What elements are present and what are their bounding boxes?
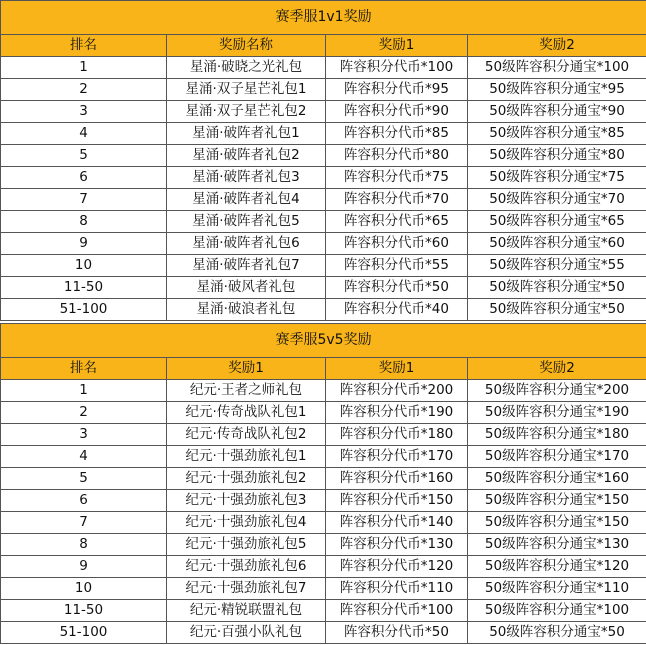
table-cell: 10 [1,578,167,600]
table-cell: 6 [1,490,167,512]
table-cell: 50级阵容积分通宝*50 [468,622,646,644]
column-header: 奖励2 [468,35,646,57]
table-cell: 7 [1,512,167,534]
table-cell: 10 [1,255,167,277]
table-cell: 纪元·王者之师礼包 [167,380,326,402]
table-cell: 纪元·传奇战队礼包2 [167,424,326,446]
table-cell: 阵容积分代币*60 [326,233,468,255]
table-row [1,101,646,123]
table-cell: 阵容积分代币*65 [326,211,468,233]
table-cell: 阵容积分代币*50 [326,622,468,644]
column-header: 排名 [1,35,167,57]
table-cell: 50级阵容积分通宝*150 [468,512,646,534]
table-cell: 11-50 [1,600,167,622]
table-row [1,380,646,402]
table-cell: 星涌·破晓之光礼包 [167,57,326,79]
table-cell: 阵容积分代币*50 [326,277,468,299]
table-cell: 50级阵容积分通宝*50 [468,277,646,299]
column-header: 排名 [1,358,167,380]
table-row [1,189,646,211]
table-cell: 星涌·破阵者礼包7 [167,255,326,277]
table-cell: 阵容积分代币*100 [326,57,468,79]
table-cell: 阵容积分代币*170 [326,446,468,468]
table-cell: 纪元·十强劲旅礼包3 [167,490,326,512]
table-row [1,424,646,446]
table-cell: 50级阵容积分通宝*70 [468,189,646,211]
table-cell: 阵容积分代币*70 [326,189,468,211]
table-cell: 50级阵容积分通宝*95 [468,79,646,101]
table-cell: 6 [1,167,167,189]
table-row [1,233,646,255]
table-row [1,145,646,167]
column-header: 奖励2 [468,358,646,380]
table-cell: 50级阵容积分通宝*90 [468,101,646,123]
table-cell: 阵容积分代币*150 [326,490,468,512]
table-cell: 50级阵容积分通宝*80 [468,145,646,167]
table-cell: 8 [1,211,167,233]
table-cell: 3 [1,424,167,446]
table-row [1,578,646,600]
column-header: 奖励1 [167,358,326,380]
table-cell: 纪元·传奇战队礼包1 [167,402,326,424]
table-cell: 7 [1,189,167,211]
table-row [1,299,646,321]
table-cell: 阵容积分代币*110 [326,578,468,600]
table-cell: 1 [1,57,167,79]
table-cell: 阵容积分代币*80 [326,145,468,167]
table-cell: 纪元·精锐联盟礼包 [167,600,326,622]
table-cell: 阵容积分代币*140 [326,512,468,534]
table-cell: 星涌·破阵者礼包1 [167,123,326,145]
table-cell: 星涌·破风者礼包 [167,277,326,299]
table-cell: 纪元·十强劲旅礼包1 [167,446,326,468]
column-header: 奖励1 [326,358,468,380]
table-cell: 阵容积分代币*90 [326,101,468,123]
table-cell: 5 [1,468,167,490]
table-cell: 11-50 [1,277,167,299]
table-cell: 星涌·破阵者礼包5 [167,211,326,233]
table-cell: 星涌·双子星芒礼包1 [167,79,326,101]
table-cell: 8 [1,534,167,556]
table-cell: 51-100 [1,299,167,321]
table-cell: 阵容积分代币*40 [326,299,468,321]
table-cell: 星涌·双子星芒礼包2 [167,101,326,123]
table-cell: 1 [1,380,167,402]
table-cell: 50级阵容积分通宝*50 [468,299,646,321]
table-cell: 50级阵容积分通宝*170 [468,446,646,468]
table-row [1,512,646,534]
table-cell: 50级阵容积分通宝*55 [468,255,646,277]
table-title-row [1,1,646,35]
table-cell: 阵容积分代币*180 [326,424,468,446]
season-1v1-reward-table [0,0,646,321]
table-cell: 50级阵容积分通宝*75 [468,167,646,189]
season-5v5-reward-table [0,323,646,644]
table-row [1,622,646,644]
table-cell: 纪元·十强劲旅礼包5 [167,534,326,556]
table-cell: 阵容积分代币*55 [326,255,468,277]
table-cell: 9 [1,233,167,255]
table-cell: 阵容积分代币*120 [326,556,468,578]
table-row [1,600,646,622]
table-cell: 50级阵容积分通宝*60 [468,233,646,255]
table-cell: 阵容积分代币*160 [326,468,468,490]
table-row [1,123,646,145]
table-cell: 2 [1,402,167,424]
table-cell: 阵容积分代币*200 [326,380,468,402]
table-row [1,211,646,233]
table-cell: 纪元·十强劲旅礼包7 [167,578,326,600]
table-row [1,255,646,277]
table-cell: 50级阵容积分通宝*160 [468,468,646,490]
table-cell: 50级阵容积分通宝*180 [468,424,646,446]
table-cell: 50级阵容积分通宝*150 [468,490,646,512]
table-row [1,468,646,490]
table-cell: 阵容积分代币*190 [326,402,468,424]
column-header: 奖励名称 [167,35,326,57]
table-row [1,490,646,512]
table-cell: 阵容积分代币*100 [326,600,468,622]
table-row [1,277,646,299]
table-cell: 5 [1,145,167,167]
table-cell: 50级阵容积分通宝*65 [468,211,646,233]
table-cell: 51-100 [1,622,167,644]
table-row [1,79,646,101]
table-row [1,167,646,189]
table-title: 赛季服5v5奖励 [1,324,646,358]
table-cell: 纪元·十强劲旅礼包6 [167,556,326,578]
table-cell: 阵容积分代币*85 [326,123,468,145]
table-cell: 星涌·破阵者礼包4 [167,189,326,211]
table-cell: 50级阵容积分通宝*120 [468,556,646,578]
table-row [1,57,646,79]
table-cell: 纪元·十强劲旅礼包2 [167,468,326,490]
table-cell: 50级阵容积分通宝*110 [468,578,646,600]
table-cell: 4 [1,123,167,145]
table-cell: 4 [1,446,167,468]
table-cell: 纪元·十强劲旅礼包4 [167,512,326,534]
column-header-row [1,358,646,380]
table-cell: 50级阵容积分通宝*100 [468,57,646,79]
table-cell: 纪元·百强小队礼包 [167,622,326,644]
column-header-row [1,35,646,57]
table-cell: 星涌·破阵者礼包3 [167,167,326,189]
table-cell: 50级阵容积分通宝*85 [468,123,646,145]
table-cell: 3 [1,101,167,123]
table-cell: 星涌·破阵者礼包2 [167,145,326,167]
table-row [1,402,646,424]
table-cell: 50级阵容积分通宝*190 [468,402,646,424]
table-cell: 星涌·破阵者礼包6 [167,233,326,255]
table-cell: 星涌·破浪者礼包 [167,299,326,321]
table-row [1,556,646,578]
table-cell: 50级阵容积分通宝*100 [468,600,646,622]
table-row [1,446,646,468]
table-cell: 50级阵容积分通宝*130 [468,534,646,556]
table-cell: 阵容积分代币*130 [326,534,468,556]
table-cell: 阵容积分代币*95 [326,79,468,101]
table-row [1,534,646,556]
table-title: 赛季服1v1奖励 [1,1,646,35]
column-header: 奖励1 [326,35,468,57]
table-cell: 50级阵容积分通宝*200 [468,380,646,402]
table-title-row [1,324,646,358]
table-cell: 2 [1,79,167,101]
table-cell: 9 [1,556,167,578]
table-cell: 阵容积分代币*75 [326,167,468,189]
